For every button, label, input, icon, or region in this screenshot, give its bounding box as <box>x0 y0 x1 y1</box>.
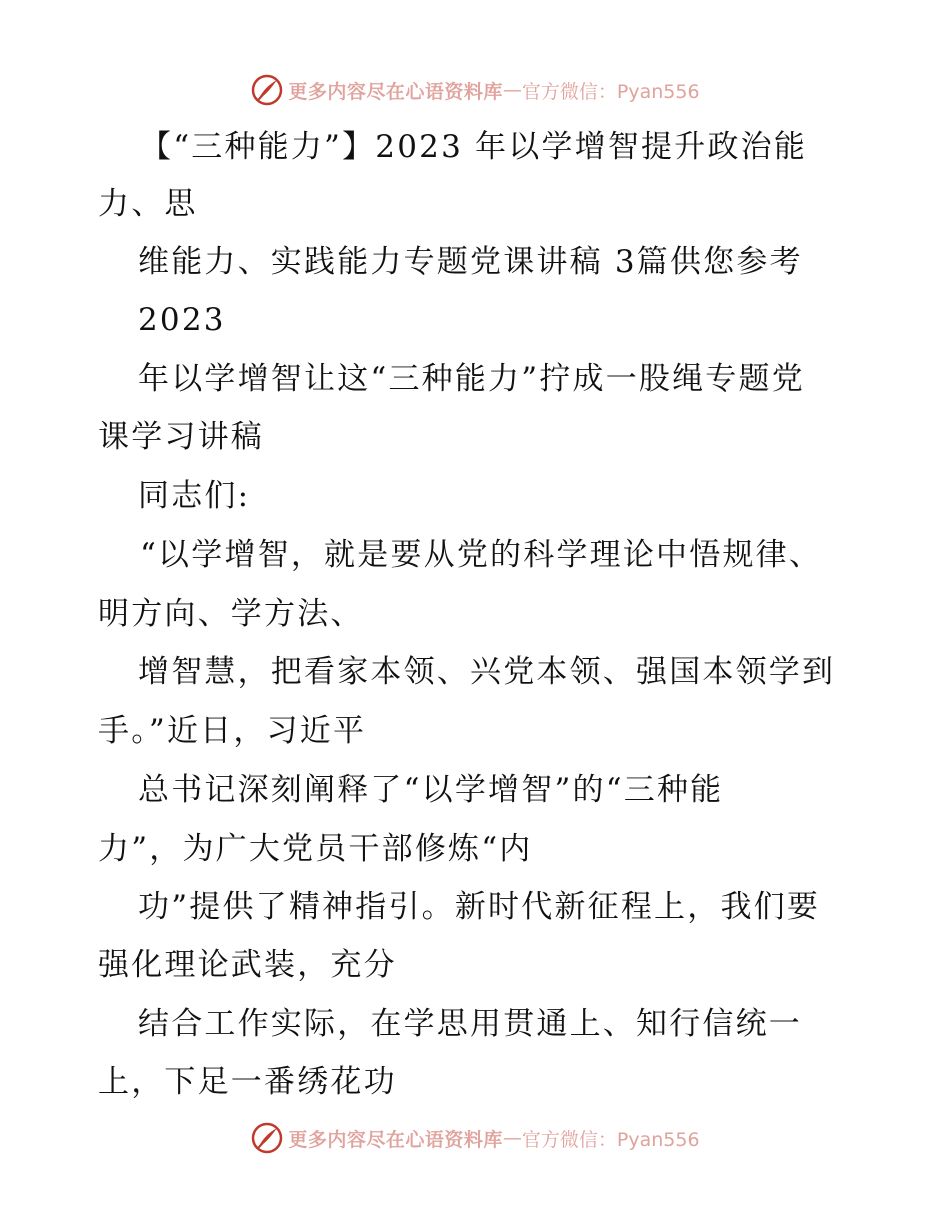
title-line-2: 力、思 <box>98 186 198 222</box>
title-line-1: 【“三种能力”】2023 年以学增智提升政治能 <box>140 129 808 165</box>
banner-title: 更多内容尽在心语资料库 <box>288 1128 503 1151</box>
quill-logo-icon <box>250 1121 284 1155</box>
body-line-6: 力”，为广大党员干部修炼“内 <box>98 831 533 867</box>
body-line-1: “以学增智，就是要从党的科学理论中悟规律、 <box>140 537 823 573</box>
body-line-3: 增智慧，把看家本领、兴党本领、强国本领学到 <box>138 654 836 690</box>
banner-dash: — <box>502 79 522 101</box>
banner-title: 更多内容尽在心语资料库 <box>288 80 503 103</box>
body-line-7: 功”提供了精神指引。新时代新征程上，我们要 <box>138 889 821 925</box>
body-line-9: 结合工作实际，在学思用贯通上、知行信统一 <box>138 1006 802 1042</box>
banner-dash: — <box>502 1127 522 1149</box>
body-line-2: 明方向、学方法、 <box>98 596 364 632</box>
body-line-4: 手。”近日，习近平 <box>98 713 367 749</box>
footer-watermark-banner <box>0 1118 950 1158</box>
title-line-3: 维能力、实践能力专题党课讲稿 3篇供您参考 <box>138 244 803 280</box>
quill-logo-icon <box>250 73 284 107</box>
salutation: 同志们: <box>138 478 251 514</box>
year-line: 2023 <box>138 302 226 338</box>
header-watermark-banner <box>0 70 950 110</box>
body-line-8: 强化理论武装，充分 <box>98 947 397 983</box>
banner-wechat: 官方微信：Pyan556 <box>521 80 700 103</box>
subtitle-line-1: 年以学增智让这“三种能力”拧成一股绳专题党 <box>138 361 805 397</box>
subtitle-line-2: 课学习讲稿 <box>98 419 264 455</box>
body-line-10: 上，下足一番绣花功 <box>98 1064 397 1100</box>
body-line-5: 总书记深刻阐释了“以学增智”的“三种能 <box>138 772 724 808</box>
banner-wechat: 官方微信：Pyan556 <box>521 1128 700 1151</box>
